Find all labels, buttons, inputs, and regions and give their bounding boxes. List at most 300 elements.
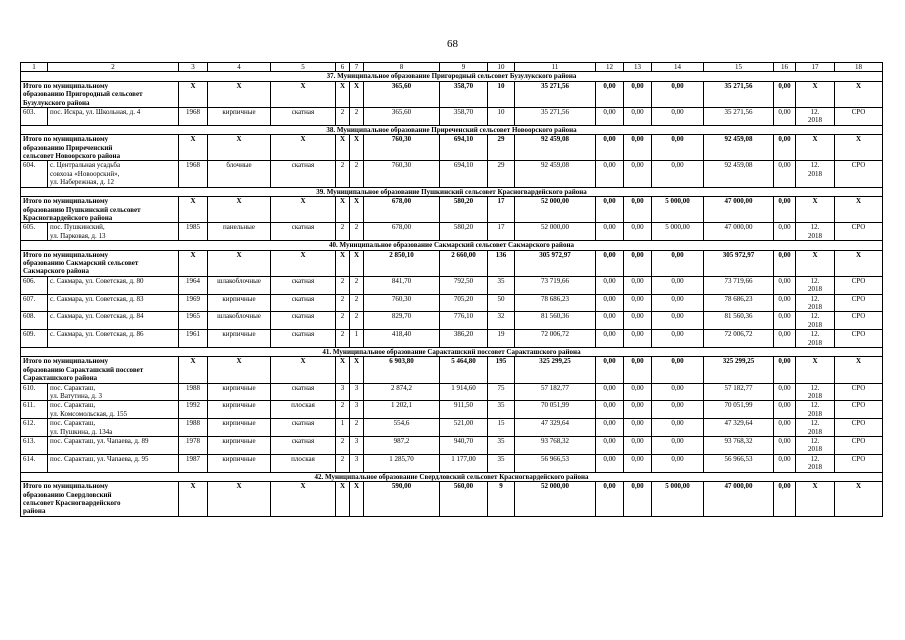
table-cell: 12. 2018 [796,276,835,294]
table-cell: 0,00 [624,401,652,419]
total-cell: X [796,357,835,383]
column-number: 16 [774,63,796,72]
table-cell: кирпичные [208,108,271,126]
table-cell: 19 [488,330,515,348]
table-cell: 2 874,2 [364,383,440,401]
total-cell: 5 000,00 [652,197,704,223]
total-cell: X [796,81,835,107]
table-cell: 12. 2018 [796,401,835,419]
table-cell: 0,00 [774,454,796,472]
table-cell: 92 459,08 [515,161,596,187]
column-number: 9 [440,63,488,72]
table-cell: 12. 2018 [796,419,835,437]
table-cell: скатная [271,223,336,241]
table-cell: 611. [21,401,48,419]
table-row [21,383,883,401]
total-cell: 47 000,00 [704,197,774,223]
table-cell: 0,00 [596,401,624,419]
total-cell: 29 [488,135,515,161]
table-cell: 609. [21,330,48,348]
total-cell: 0,00 [596,197,624,223]
table-cell: 0,00 [652,108,704,126]
table-cell: 2 [336,276,350,294]
total-cell: X [179,250,208,276]
table-cell: 0,00 [596,454,624,472]
table-row [21,161,883,187]
table-cell: 1968 [179,108,208,126]
table-cell: 705,20 [440,294,488,312]
total-cell: 305 972,97 [515,250,596,276]
table-cell: 1969 [179,294,208,312]
table-cell: 0,00 [774,294,796,312]
column-number: 17 [796,63,835,72]
table-cell: СРО [835,401,883,419]
section-title: 37. Муниципальное образование Пригородный сельсовет Бузулукского района [21,72,883,81]
total-cell: X [350,250,364,276]
column-number: 15 [704,63,774,72]
table-cell: 78 686,23 [515,294,596,312]
total-cell: 35 271,56 [515,81,596,107]
table-cell: 940,70 [440,437,488,455]
column-number: 4 [208,63,271,72]
table-cell: 2 [350,223,364,241]
table-cell: скатная [271,276,336,294]
table-cell: 2 [350,161,364,187]
total-cell: X [179,197,208,223]
table-cell: 1992 [179,401,208,419]
table-cell: 0,00 [774,161,796,187]
address-cell: пос. Пушкинский, ул. Парковая, д. 13 [48,223,179,241]
table-cell: скатная [271,108,336,126]
table-cell: кирпичные [208,437,271,455]
table-cell: 50 [488,294,515,312]
table-cell: 841,70 [364,276,440,294]
total-cell: X [208,197,271,223]
total-cell: 358,70 [440,81,488,107]
table-cell: 0,00 [624,454,652,472]
total-cell: X [350,81,364,107]
total-cell: 560,00 [440,482,488,517]
table-cell: СРО [835,161,883,187]
table-cell: 29 [488,161,515,187]
table-cell: 3 [336,383,350,401]
table-cell: 776,10 [440,312,488,330]
total-cell: 0,00 [596,357,624,383]
table-cell: 3 [350,383,364,401]
table-cell: 1 [336,419,350,437]
column-number-row [21,63,883,72]
table-cell: 580,20 [440,223,488,241]
column-number: 3 [179,63,208,72]
table-cell: 610. [21,383,48,401]
total-cell: X [208,357,271,383]
table-cell: 358,70 [440,108,488,126]
table-cell: 2 [336,454,350,472]
table-cell: 0,00 [652,454,704,472]
total-cell: X [271,135,336,161]
address-cell: пос. Искра, ул. Школьная, д. 4 [48,108,179,126]
table-cell: плоская [271,401,336,419]
section-title: 39. Муниципальное образование Пушкинский сельсовет Красногвардейского района [21,187,883,196]
table-cell: 0,00 [596,161,624,187]
total-cell: 0,00 [624,81,652,107]
table-cell: 57 182,77 [515,383,596,401]
table-cell: 35 271,56 [515,108,596,126]
section-title: 42. Муниципальное образование Свердловский сельсовет Красногвардейского района [21,472,883,481]
table-cell: 72 006,72 [704,330,774,348]
table-cell: 35 [488,454,515,472]
table-cell: 1978 [179,437,208,455]
table-row [21,223,883,241]
table-cell: СРО [835,276,883,294]
total-cell: 0,00 [596,250,624,276]
table-cell: 1965 [179,312,208,330]
table-cell: 2 [350,312,364,330]
table-cell: 0,00 [652,401,704,419]
column-number: 5 [271,63,336,72]
total-cell: 580,20 [440,197,488,223]
total-label: Итого по муниципальному образованию Сакмарский сельсовет Сакмарского района [21,250,179,276]
column-number: 6 [336,63,350,72]
total-label: Итого по муниципальному образованию Пригородный сельсовет Бузулукского района [21,81,179,107]
section-total-row [21,482,883,517]
total-cell: 0,00 [624,135,652,161]
table-cell: 2 [350,276,364,294]
table-cell: 0,00 [652,437,704,455]
table-cell: скатная [271,419,336,437]
section-title: 40. Муниципальное образование Сакмарский сельсовет Сакмарского района [21,241,883,250]
table-cell: 0,00 [624,161,652,187]
table-cell: 1968 [179,161,208,187]
column-number: 11 [515,63,596,72]
section-total-row [21,357,883,383]
section-total-row [21,135,883,161]
table-cell: 12. 2018 [796,454,835,472]
table-cell: 35 [488,437,515,455]
total-cell: 10 [488,81,515,107]
total-cell: 52 000,00 [515,197,596,223]
total-cell: 678,00 [364,197,440,223]
table-cell: 0,00 [624,437,652,455]
total-cell: X [350,357,364,383]
total-cell: 2 660,00 [440,250,488,276]
total-label: Итого по муниципальному образованию Свердловский сельсовет Красногвардейского района [21,482,179,517]
total-cell: X [796,482,835,517]
total-cell: X [271,81,336,107]
table-row [21,437,883,455]
column-number: 18 [835,63,883,72]
address-cell: пос. Саракташ, ул. Чапаева, д. 89 [48,437,179,455]
table-cell: 2 [336,401,350,419]
total-cell: 0,00 [596,135,624,161]
table-cell: кирпичные [208,401,271,419]
table-cell: 0,00 [774,419,796,437]
table-cell: 47 000,00 [704,223,774,241]
table-cell: 0,00 [652,161,704,187]
table-cell: 52 000,00 [515,223,596,241]
table-cell: 0,00 [652,330,704,348]
total-cell: 760,30 [364,135,440,161]
table-cell: 93 768,32 [704,437,774,455]
page-number: 68 [447,38,458,50]
total-cell: 0,00 [596,81,624,107]
total-cell: X [208,135,271,161]
table-cell: 1988 [179,419,208,437]
address-cell: пос. Саракташ, ул. Ватутина, д. 3 [48,383,179,401]
total-label: Итого по муниципальному образованию Пушкинский сельсовет Красногвардейского района [21,197,179,223]
table-cell: 3 [350,454,364,472]
table-cell: 0,00 [774,312,796,330]
table-cell: 72 006,72 [515,330,596,348]
table-cell: 365,60 [364,108,440,126]
total-cell: X [271,357,336,383]
table-cell: 12. 2018 [796,161,835,187]
table-cell: 56 966,53 [515,454,596,472]
table-cell: 678,00 [364,223,440,241]
total-cell: 0,00 [624,250,652,276]
table-cell: СРО [835,437,883,455]
total-cell: X [835,250,883,276]
table-cell: 1 177,00 [440,454,488,472]
table-cell: кирпичные [208,330,271,348]
total-cell: X [208,250,271,276]
table-cell: 760,30 [364,294,440,312]
total-cell: 0,00 [774,135,796,161]
address-cell: с. Сакмара, ул. Советская, д. 80 [48,276,179,294]
table-cell: 2 [336,294,350,312]
total-cell: 52 000,00 [515,482,596,517]
total-cell: 325 299,25 [515,357,596,383]
table-cell: 35 [488,276,515,294]
section-title-row [21,72,883,81]
table-cell: 0,00 [624,330,652,348]
total-cell: 325 299,25 [704,357,774,383]
column-number: 12 [596,63,624,72]
table-cell: 17 [488,223,515,241]
table-cell: 10 [488,108,515,126]
table-cell: 607. [21,294,48,312]
total-cell: 0,00 [652,250,704,276]
total-cell: X [179,81,208,107]
total-cell: 0,00 [774,482,796,517]
table-cell: блочные [208,161,271,187]
total-cell: X [796,135,835,161]
total-cell: X [350,482,364,517]
total-cell: 9 [488,482,515,517]
table-cell: 56 966,53 [704,454,774,472]
address-cell: с. Сакмара, ул. Советская, д. 84 [48,312,179,330]
total-cell: X [835,357,883,383]
section-total-row [21,81,883,107]
total-cell: X [271,250,336,276]
table-cell: 12. 2018 [796,312,835,330]
table-cell: 760,30 [364,161,440,187]
table-cell: плоская [271,454,336,472]
total-cell: 92 459,08 [704,135,774,161]
column-number: 13 [624,63,652,72]
table-row [21,454,883,472]
total-cell: X [179,357,208,383]
table-row [21,330,883,348]
table-cell: СРО [835,108,883,126]
address-cell: с. Сакмара, ул. Советская, д. 83 [48,294,179,312]
table-cell: 0,00 [624,419,652,437]
table-cell: 12. 2018 [796,223,835,241]
repair-program-table [20,62,883,517]
table-cell: 57 182,77 [704,383,774,401]
total-label: Итого по муниципальному образованию Саракташский поссовет Саракташского района [21,357,179,383]
total-cell: X [835,135,883,161]
table-cell: 0,00 [774,276,796,294]
total-cell: 0,00 [624,357,652,383]
table-cell: 603. [21,108,48,126]
total-cell: 0,00 [774,81,796,107]
address-cell: пос. Саракташ, ул. Комсомольская, д. 155 [48,401,179,419]
total-cell: 365,60 [364,81,440,107]
table-cell: 12. 2018 [796,383,835,401]
table-cell: 792,50 [440,276,488,294]
table-cell: 1988 [179,383,208,401]
section-title-row [21,241,883,250]
table-cell: 0,00 [652,383,704,401]
total-cell: X [350,135,364,161]
table-cell: панельные [208,223,271,241]
table-cell: 606. [21,276,48,294]
table-cell: 911,50 [440,401,488,419]
table-cell: 0,00 [596,330,624,348]
table-cell: 0,00 [624,223,652,241]
total-cell: 0,00 [624,482,652,517]
table-cell: скатная [271,330,336,348]
total-cell: X [835,197,883,223]
table-cell: СРО [835,294,883,312]
table-cell: 604. [21,161,48,187]
table-cell: 605. [21,223,48,241]
section-title-row [21,187,883,196]
table-cell: СРО [835,419,883,437]
section-title-row [21,348,883,357]
table-cell: 829,70 [364,312,440,330]
table-cell: 1964 [179,276,208,294]
table-cell: 612. [21,419,48,437]
table-cell: 15 [488,419,515,437]
table-cell: 418,40 [364,330,440,348]
column-number: 7 [350,63,364,72]
table-cell: 35 271,56 [704,108,774,126]
table-cell: 0,00 [774,330,796,348]
table-cell: 70 051,99 [704,401,774,419]
address-cell: с. Сакмара, ул. Советская, д. 86 [48,330,179,348]
total-cell: X [208,482,271,517]
table-cell: 73 719,66 [515,276,596,294]
table-cell: 78 686,23 [704,294,774,312]
table-cell: скатная [271,294,336,312]
total-cell: 35 271,56 [704,81,774,107]
total-cell: X [835,81,883,107]
section-title: 38. Муниципальное образование Приреченский сельсовет Новоорского района [21,125,883,134]
table-cell: 2 [336,312,350,330]
table-cell: кирпичные [208,383,271,401]
total-cell: 0,00 [774,250,796,276]
table-cell: скатная [271,161,336,187]
table-cell: 554,6 [364,419,440,437]
table-cell: СРО [835,312,883,330]
table-cell: кирпичные [208,454,271,472]
total-cell: X [271,197,336,223]
table-cell: 2 [336,108,350,126]
table-cell: 1987 [179,454,208,472]
table-cell: шлакоблочные [208,312,271,330]
total-cell: 92 459,08 [515,135,596,161]
total-cell: 17 [488,197,515,223]
table-cell: 0,00 [624,312,652,330]
table-cell: 0,00 [596,437,624,455]
table-row [21,419,883,437]
table-cell: 0,00 [624,383,652,401]
table-cell: 2 [336,437,350,455]
total-cell: 0,00 [596,482,624,517]
section-title-row [21,472,883,481]
total-cell: X [336,135,350,161]
table-cell: скатная [271,437,336,455]
table-cell: 521,00 [440,419,488,437]
table-cell: 1 285,70 [364,454,440,472]
address-cell: с. Центральная усадьба совхоза «Новоорский», ул. Набережная, д. 12 [48,161,179,187]
table-cell: 0,00 [624,108,652,126]
table-cell: 2 [336,330,350,348]
table-cell: 1 [350,330,364,348]
total-cell: 0,00 [774,197,796,223]
table-cell: 3 [350,401,364,419]
table-cell: 2 [336,223,350,241]
total-cell: 6 903,80 [364,357,440,383]
total-cell: 0,00 [624,197,652,223]
table-cell: 0,00 [774,437,796,455]
table-cell: 81 560,36 [515,312,596,330]
table-cell: 12. 2018 [796,108,835,126]
total-cell: 0,00 [652,357,704,383]
table-cell: СРО [835,454,883,472]
total-cell: 136 [488,250,515,276]
address-cell: пос. Саракташ, ул. Чапаева, д. 95 [48,454,179,472]
section-total-row [21,197,883,223]
table-cell: 0,00 [774,401,796,419]
table-row [21,294,883,312]
table-cell: СРО [835,330,883,348]
total-cell: 195 [488,357,515,383]
table-cell: 2 [336,161,350,187]
table-cell: СРО [835,223,883,241]
table-cell: 35 [488,401,515,419]
table-cell: 0,00 [596,276,624,294]
total-cell: 47 000,00 [704,482,774,517]
table-cell: 0,00 [596,294,624,312]
table-cell: 0,00 [596,223,624,241]
table-cell: 12. 2018 [796,294,835,312]
total-cell: X [179,135,208,161]
table-cell: скатная [271,312,336,330]
table-cell: 1 202,1 [364,401,440,419]
table-cell: 2 [350,419,364,437]
total-cell: 305 972,97 [704,250,774,276]
table-row [21,401,883,419]
table-cell: 0,00 [596,312,624,330]
table-cell: 0,00 [652,419,704,437]
table-cell: 93 768,32 [515,437,596,455]
table-cell: 81 560,36 [704,312,774,330]
total-cell: X [179,482,208,517]
total-cell: X [336,250,350,276]
